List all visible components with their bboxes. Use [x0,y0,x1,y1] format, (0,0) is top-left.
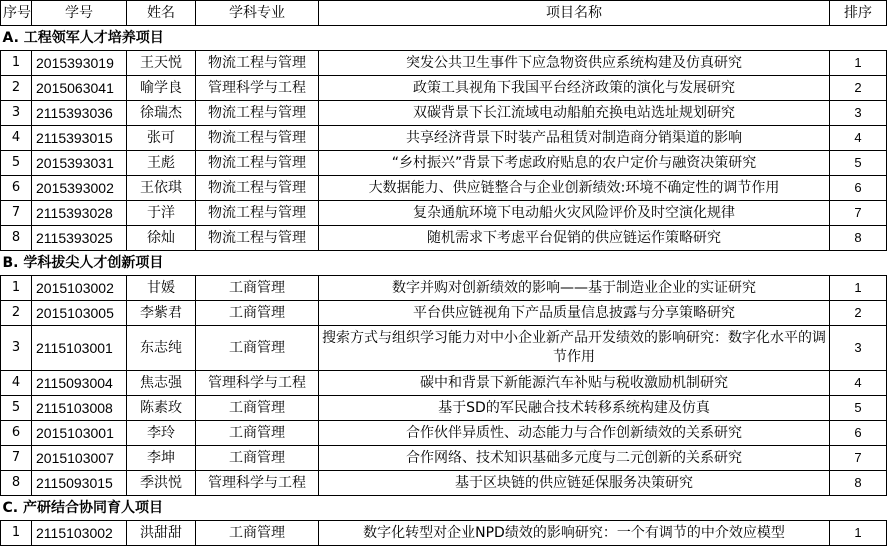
cell-sid: 2115103001 [32,326,127,371]
cell-sid: 2115393028 [32,201,127,226]
cell-idx: 1 [1,521,32,546]
cell-name: 于洋 [127,201,196,226]
table-row [1,51,887,76]
cell-rank: 6 [830,176,887,201]
cell-rank: 1 [830,51,887,76]
cell-idx: 4 [1,126,32,151]
cell-major: 管理科学与工程 [196,471,319,496]
cell-name: 洪甜甜 [127,521,196,546]
cell-rank: 7 [830,201,887,226]
cell-rank: 1 [830,276,887,301]
cell-sid: 2015393002 [32,176,127,201]
cell-sid: 2115103002 [32,521,127,546]
table-row [1,126,887,151]
cell-project: 基于区块链的供应链延保服务决策研究 [319,471,830,496]
header-major: 学科专业 [196,1,319,26]
cell-rank: 8 [830,471,887,496]
table-row [1,201,887,226]
cell-major: 工商管理 [196,521,319,546]
cell-major: 物流工程与管理 [196,226,319,251]
cell-name: 徐灿 [127,226,196,251]
cell-name: 张可 [127,126,196,151]
table-row [1,371,887,396]
cell-major: 工商管理 [196,446,319,471]
cell-sid: 2015393031 [32,151,127,176]
table-row [1,101,887,126]
cell-name: 徐瑞杰 [127,101,196,126]
cell-major: 物流工程与管理 [196,201,319,226]
header-idx: 序号 [1,1,32,26]
cell-major: 工商管理 [196,301,319,326]
cell-major: 管理科学与工程 [196,371,319,396]
cell-idx: 3 [1,326,32,371]
cell-project: 双碳背景下长江流域电动船舶充换电站选址规划研究 [319,101,830,126]
cell-major: 物流工程与管理 [196,151,319,176]
cell-project: 搜索方式与组织学习能力对中小企业新产品开发绩效的影响研究：数字化水平的调节作用 [319,326,830,371]
cell-sid: 2115393036 [32,101,127,126]
cell-project: 数字并购对创新绩效的影响——基于制造业企业的实证研究 [319,276,830,301]
table-row [1,276,887,301]
cell-rank: 3 [830,326,887,371]
cell-sid: 2015103005 [32,301,127,326]
cell-sid: 2015103001 [32,421,127,446]
table-row [1,301,887,326]
cell-major: 工商管理 [196,276,319,301]
cell-idx: 7 [1,446,32,471]
cell-project: 大数据能力、供应链整合与企业创新绩效:环境不确定性的调节作用 [319,176,830,201]
cell-idx: 8 [1,226,32,251]
table-row [1,76,887,101]
header-project: 项目名称 [319,1,830,26]
cell-rank: 2 [830,76,887,101]
cell-rank: 4 [830,371,887,396]
cell-name: 焦志强 [127,371,196,396]
cell-project: 合作伙伴异质性、动态能力与合作创新绩效的关系研究 [319,421,830,446]
cell-project: 平台供应链视角下产品质量信息披露与分享策略研究 [319,301,830,326]
cell-name: 王依琪 [127,176,196,201]
cell-rank: 5 [830,396,887,421]
table-row [1,226,887,251]
cell-name: 季洪悦 [127,471,196,496]
cell-name: 甘媛 [127,276,196,301]
cell-sid: 2115093004 [32,371,127,396]
cell-idx: 2 [1,301,32,326]
cell-rank: 6 [830,421,887,446]
cell-sid: 2015103002 [32,276,127,301]
cell-idx: 3 [1,101,32,126]
cell-rank: 4 [830,126,887,151]
table-row [1,521,887,546]
cell-major: 物流工程与管理 [196,101,319,126]
cell-sid: 2015103007 [32,446,127,471]
cell-rank: 1 [830,521,887,546]
table-row [1,151,887,176]
cell-idx: 5 [1,396,32,421]
cell-idx: 1 [1,276,32,301]
table-row [1,396,887,421]
cell-idx: 1 [1,51,32,76]
cell-idx: 4 [1,371,32,396]
cell-project: 共享经济背景下时装产品租赁对制造商分销渠道的影响 [319,126,830,151]
cell-idx: 6 [1,421,32,446]
header-name: 姓名 [127,1,196,26]
cell-name: 陈素玫 [127,396,196,421]
cell-project: 复杂通航环境下电动船火灾风险评价及时空演化规律 [319,201,830,226]
cell-major: 工商管理 [196,396,319,421]
cell-major: 工商管理 [196,421,319,446]
section-title: B. 学科拔尖人才创新项目 [1,251,887,276]
cell-project: 突发公共卫生事件下应急物资供应系统构建及仿真研究 [319,51,830,76]
section-title: A. 工程领军人才培养项目 [1,26,887,51]
cell-rank: 7 [830,446,887,471]
section-heading-row [1,251,887,276]
section-heading-row [1,496,887,521]
cell-name: 王彪 [127,151,196,176]
cell-rank: 3 [830,101,887,126]
cell-sid: 2115393025 [32,226,127,251]
cell-sid: 2015393019 [32,51,127,76]
cell-idx: 2 [1,76,32,101]
cell-sid: 2115103008 [32,396,127,421]
cell-name: 李紫君 [127,301,196,326]
cell-sid: 2115093015 [32,471,127,496]
cell-project: 政策工具视角下我国平台经济政策的演化与发展研究 [319,76,830,101]
cell-sid: 2015063041 [32,76,127,101]
table-row [1,421,887,446]
cell-idx: 5 [1,151,32,176]
cell-project: 碳中和背景下新能源汽车补贴与税收激励机制研究 [319,371,830,396]
cell-major: 工商管理 [196,326,319,371]
table-row [1,446,887,471]
cell-name: 李坤 [127,446,196,471]
cell-major: 物流工程与管理 [196,176,319,201]
cell-idx: 6 [1,176,32,201]
cell-name: 喻学良 [127,76,196,101]
cell-project: 随机需求下考虑平台促销的供应链运作策略研究 [319,226,830,251]
cell-rank: 8 [830,226,887,251]
cell-major: 物流工程与管理 [196,51,319,76]
section-title: C. 产研结合协同育人项目 [1,496,887,521]
cell-rank: 5 [830,151,887,176]
table-row [1,176,887,201]
cell-rank: 2 [830,301,887,326]
cell-idx: 7 [1,201,32,226]
cell-major: 物流工程与管理 [196,126,319,151]
cell-project: “乡村振兴”背景下考虑政府贴息的农户定价与融资决策研究 [319,151,830,176]
header-rank: 排序 [830,1,887,26]
table-row [1,326,887,371]
cell-project: 合作网络、技术知识基础多元度与二元创新的关系研究 [319,446,830,471]
cell-idx: 8 [1,471,32,496]
cell-project: 数字化转型对企业NPD绩效的影响研究：一个有调节的中介效应模型 [319,521,830,546]
cell-sid: 2115393015 [32,126,127,151]
header-row [1,1,887,26]
cell-name: 王天悦 [127,51,196,76]
cell-project: 基于SD的军民融合技术转移系统构建及仿真 [319,396,830,421]
header-sid: 学号 [32,1,127,26]
cell-major: 管理科学与工程 [196,76,319,101]
cell-name: 东志纯 [127,326,196,371]
cell-name: 李玲 [127,421,196,446]
table-body [1,26,887,546]
section-heading-row [1,26,887,51]
table-row [1,471,887,496]
